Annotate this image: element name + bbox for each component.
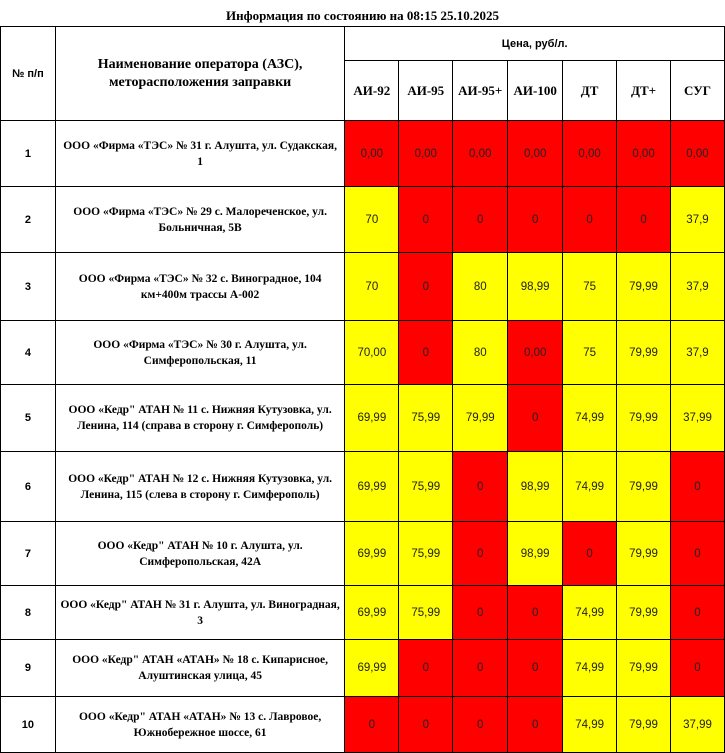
price-cell-ai95plus: 79,99 <box>453 385 508 452</box>
price-cell-dtplus: 79,99 <box>617 452 671 522</box>
price-cell-dtplus: 79,99 <box>617 586 671 640</box>
price-cell-dtplus: 79,99 <box>617 697 671 753</box>
price-cell-dt: 74,99 <box>563 640 617 697</box>
price-cell-lpg: 0 <box>671 522 725 586</box>
table-row <box>1 697 725 753</box>
header-fuel-lpg: СУГ <box>671 61 725 121</box>
price-cell-dt: 74,99 <box>563 586 617 640</box>
price-cell-ai95plus: 80 <box>453 253 508 321</box>
price-cell-ai100: 98,99 <box>508 253 563 321</box>
price-cell-lpg: 37,99 <box>671 385 725 452</box>
row-number: 8 <box>1 586 56 640</box>
price-cell-ai95: 75,99 <box>399 586 453 640</box>
price-cell-ai100: 98,99 <box>508 452 563 522</box>
price-cell-ai92: 70 <box>345 253 399 321</box>
table-row <box>1 586 725 640</box>
price-cell-dt: 75 <box>563 321 617 385</box>
price-cell-ai95: 0 <box>399 640 453 697</box>
price-cell-dtplus: 79,99 <box>617 321 671 385</box>
price-cell-ai95plus: 0 <box>453 522 508 586</box>
table-row <box>1 385 725 452</box>
price-cell-dt: 0 <box>563 187 617 253</box>
table-row <box>1 187 725 253</box>
station-name: ООО «Кедр" АТАН № 10 г. Алушта, ул. Симферопольская, 42А <box>55 522 345 586</box>
table-row <box>1 253 725 321</box>
price-cell-ai92: 0 <box>345 697 399 753</box>
station-name: ООО «Кедр" АТАН «АТАН» № 18 с. Кипарисное, Алуштинская улица, 45 <box>55 640 345 697</box>
header-fuel-ai95: АИ-95 <box>399 61 453 121</box>
price-cell-ai95plus: 0 <box>453 640 508 697</box>
price-cell-ai100: 0 <box>508 187 563 253</box>
row-number: 2 <box>1 187 56 253</box>
header-price: Цена, руб/л. <box>345 27 725 61</box>
price-cell-ai92: 70 <box>345 187 399 253</box>
price-cell-ai100: 0 <box>508 586 563 640</box>
price-cell-ai95plus: 0,00 <box>453 121 508 187</box>
price-cell-ai95: 75,99 <box>399 452 453 522</box>
price-cell-ai92: 69,99 <box>345 640 399 697</box>
price-cell-ai95: 75,99 <box>399 385 453 452</box>
table-row <box>1 452 725 522</box>
header-fuel-ai95plus: АИ-95+ <box>453 61 508 121</box>
price-cell-ai100: 0 <box>508 697 563 753</box>
header-number: № п/п <box>1 27 56 121</box>
price-cell-ai100: 0,00 <box>508 321 563 385</box>
fuel-price-table <box>0 26 725 753</box>
header-fuel-dt: ДТ <box>563 61 617 121</box>
price-cell-ai95: 0 <box>399 253 453 321</box>
price-cell-dt: 0 <box>563 522 617 586</box>
station-name: ООО «Кедр" АТАН № 11 с. Нижняя Кутузовка, ул. Ленина, 114 (справа в сторону г. Симферополь) <box>55 385 345 452</box>
price-cell-ai95plus: 80 <box>453 321 508 385</box>
price-cell-lpg: 37,9 <box>671 253 725 321</box>
price-cell-lpg: 0 <box>671 452 725 522</box>
price-cell-ai92: 0,00 <box>345 121 399 187</box>
price-cell-dtplus: 79,99 <box>617 385 671 452</box>
price-cell-dtplus: 79,99 <box>617 253 671 321</box>
price-cell-ai92: 69,99 <box>345 522 399 586</box>
table-row <box>1 522 725 586</box>
price-cell-ai100: 98,99 <box>508 522 563 586</box>
station-name: ООО «Кедр" АТАН № 12 с. Нижняя Кутузовка, ул. Ленина, 115 (слева в сторону г. Симферополь) <box>55 452 345 522</box>
price-cell-ai95plus: 0 <box>453 586 508 640</box>
row-number: 1 <box>1 121 56 187</box>
table-row <box>1 121 725 187</box>
price-cell-ai100: 0 <box>508 640 563 697</box>
price-cell-dtplus: 0,00 <box>617 121 671 187</box>
report-title: Информация по состоянию на 08:15 25.10.2025 <box>226 8 499 23</box>
station-name: ООО «Фирма «ТЭС» № 31 г. Алушта, ул. Судакская, 1 <box>55 121 345 187</box>
price-cell-dtplus: 79,99 <box>617 522 671 586</box>
price-cell-ai95: 0 <box>399 321 453 385</box>
header-fuel-ai92: АИ-92 <box>345 61 399 121</box>
price-cell-ai95plus: 0 <box>453 187 508 253</box>
row-number: 4 <box>1 321 56 385</box>
station-name: ООО «Фирма «ТЭС» № 32 с. Виноградное, 104 км+400м трассы А-002 <box>55 253 345 321</box>
price-cell-dt: 75 <box>563 253 617 321</box>
station-name: ООО «Фирма «ТЭС» № 29 с. Малореченское, ул. Больничная, 5В <box>55 187 345 253</box>
station-name: ООО «Фирма «ТЭС» № 30 г. Алушта, ул. Симферопольская, 11 <box>55 321 345 385</box>
price-cell-lpg: 0 <box>671 640 725 697</box>
price-cell-ai92: 69,99 <box>345 586 399 640</box>
header-fuel-dtplus: ДТ+ <box>617 61 671 121</box>
price-cell-ai95: 0 <box>399 697 453 753</box>
price-cell-lpg: 37,9 <box>671 187 725 253</box>
price-cell-ai95: 75,99 <box>399 522 453 586</box>
price-cell-lpg: 37,9 <box>671 321 725 385</box>
price-cell-dt: 74,99 <box>563 385 617 452</box>
station-name: ООО «Кедр" АТАН «АТАН» № 13 с. Лавровое, Южнобережное шоссе, 61 <box>55 697 345 753</box>
header-station-name: Наименование оператора (АЗС), меторасположения заправки <box>55 27 345 121</box>
row-number: 9 <box>1 640 56 697</box>
row-number: 7 <box>1 522 56 586</box>
header-fuel-ai100: АИ-100 <box>508 61 563 121</box>
table-row <box>1 640 725 697</box>
row-number: 6 <box>1 452 56 522</box>
price-cell-ai92: 69,99 <box>345 385 399 452</box>
price-cell-dt: 74,99 <box>563 697 617 753</box>
price-cell-ai92: 70,00 <box>345 321 399 385</box>
price-cell-dtplus: 79,99 <box>617 640 671 697</box>
price-cell-ai92: 69,99 <box>345 452 399 522</box>
price-cell-dt: 74,99 <box>563 452 617 522</box>
price-cell-dtplus: 0 <box>617 187 671 253</box>
price-cell-ai95: 0,00 <box>399 121 453 187</box>
station-name: ООО «Кедр" АТАН № 31 г. Алушта, ул. Виноградная, 3 <box>55 586 345 640</box>
price-cell-ai95: 0 <box>399 187 453 253</box>
price-cell-ai95plus: 0 <box>453 452 508 522</box>
price-cell-lpg: 37,99 <box>671 697 725 753</box>
price-cell-lpg: 0 <box>671 586 725 640</box>
table-row <box>1 321 725 385</box>
price-cell-ai100: 0,00 <box>508 121 563 187</box>
price-cell-ai95plus: 0 <box>453 697 508 753</box>
price-cell-ai100: 0 <box>508 385 563 452</box>
row-number: 5 <box>1 385 56 452</box>
row-number: 10 <box>1 697 56 753</box>
price-cell-lpg: 0,00 <box>671 121 725 187</box>
price-cell-dt: 0,00 <box>563 121 617 187</box>
row-number: 3 <box>1 253 56 321</box>
